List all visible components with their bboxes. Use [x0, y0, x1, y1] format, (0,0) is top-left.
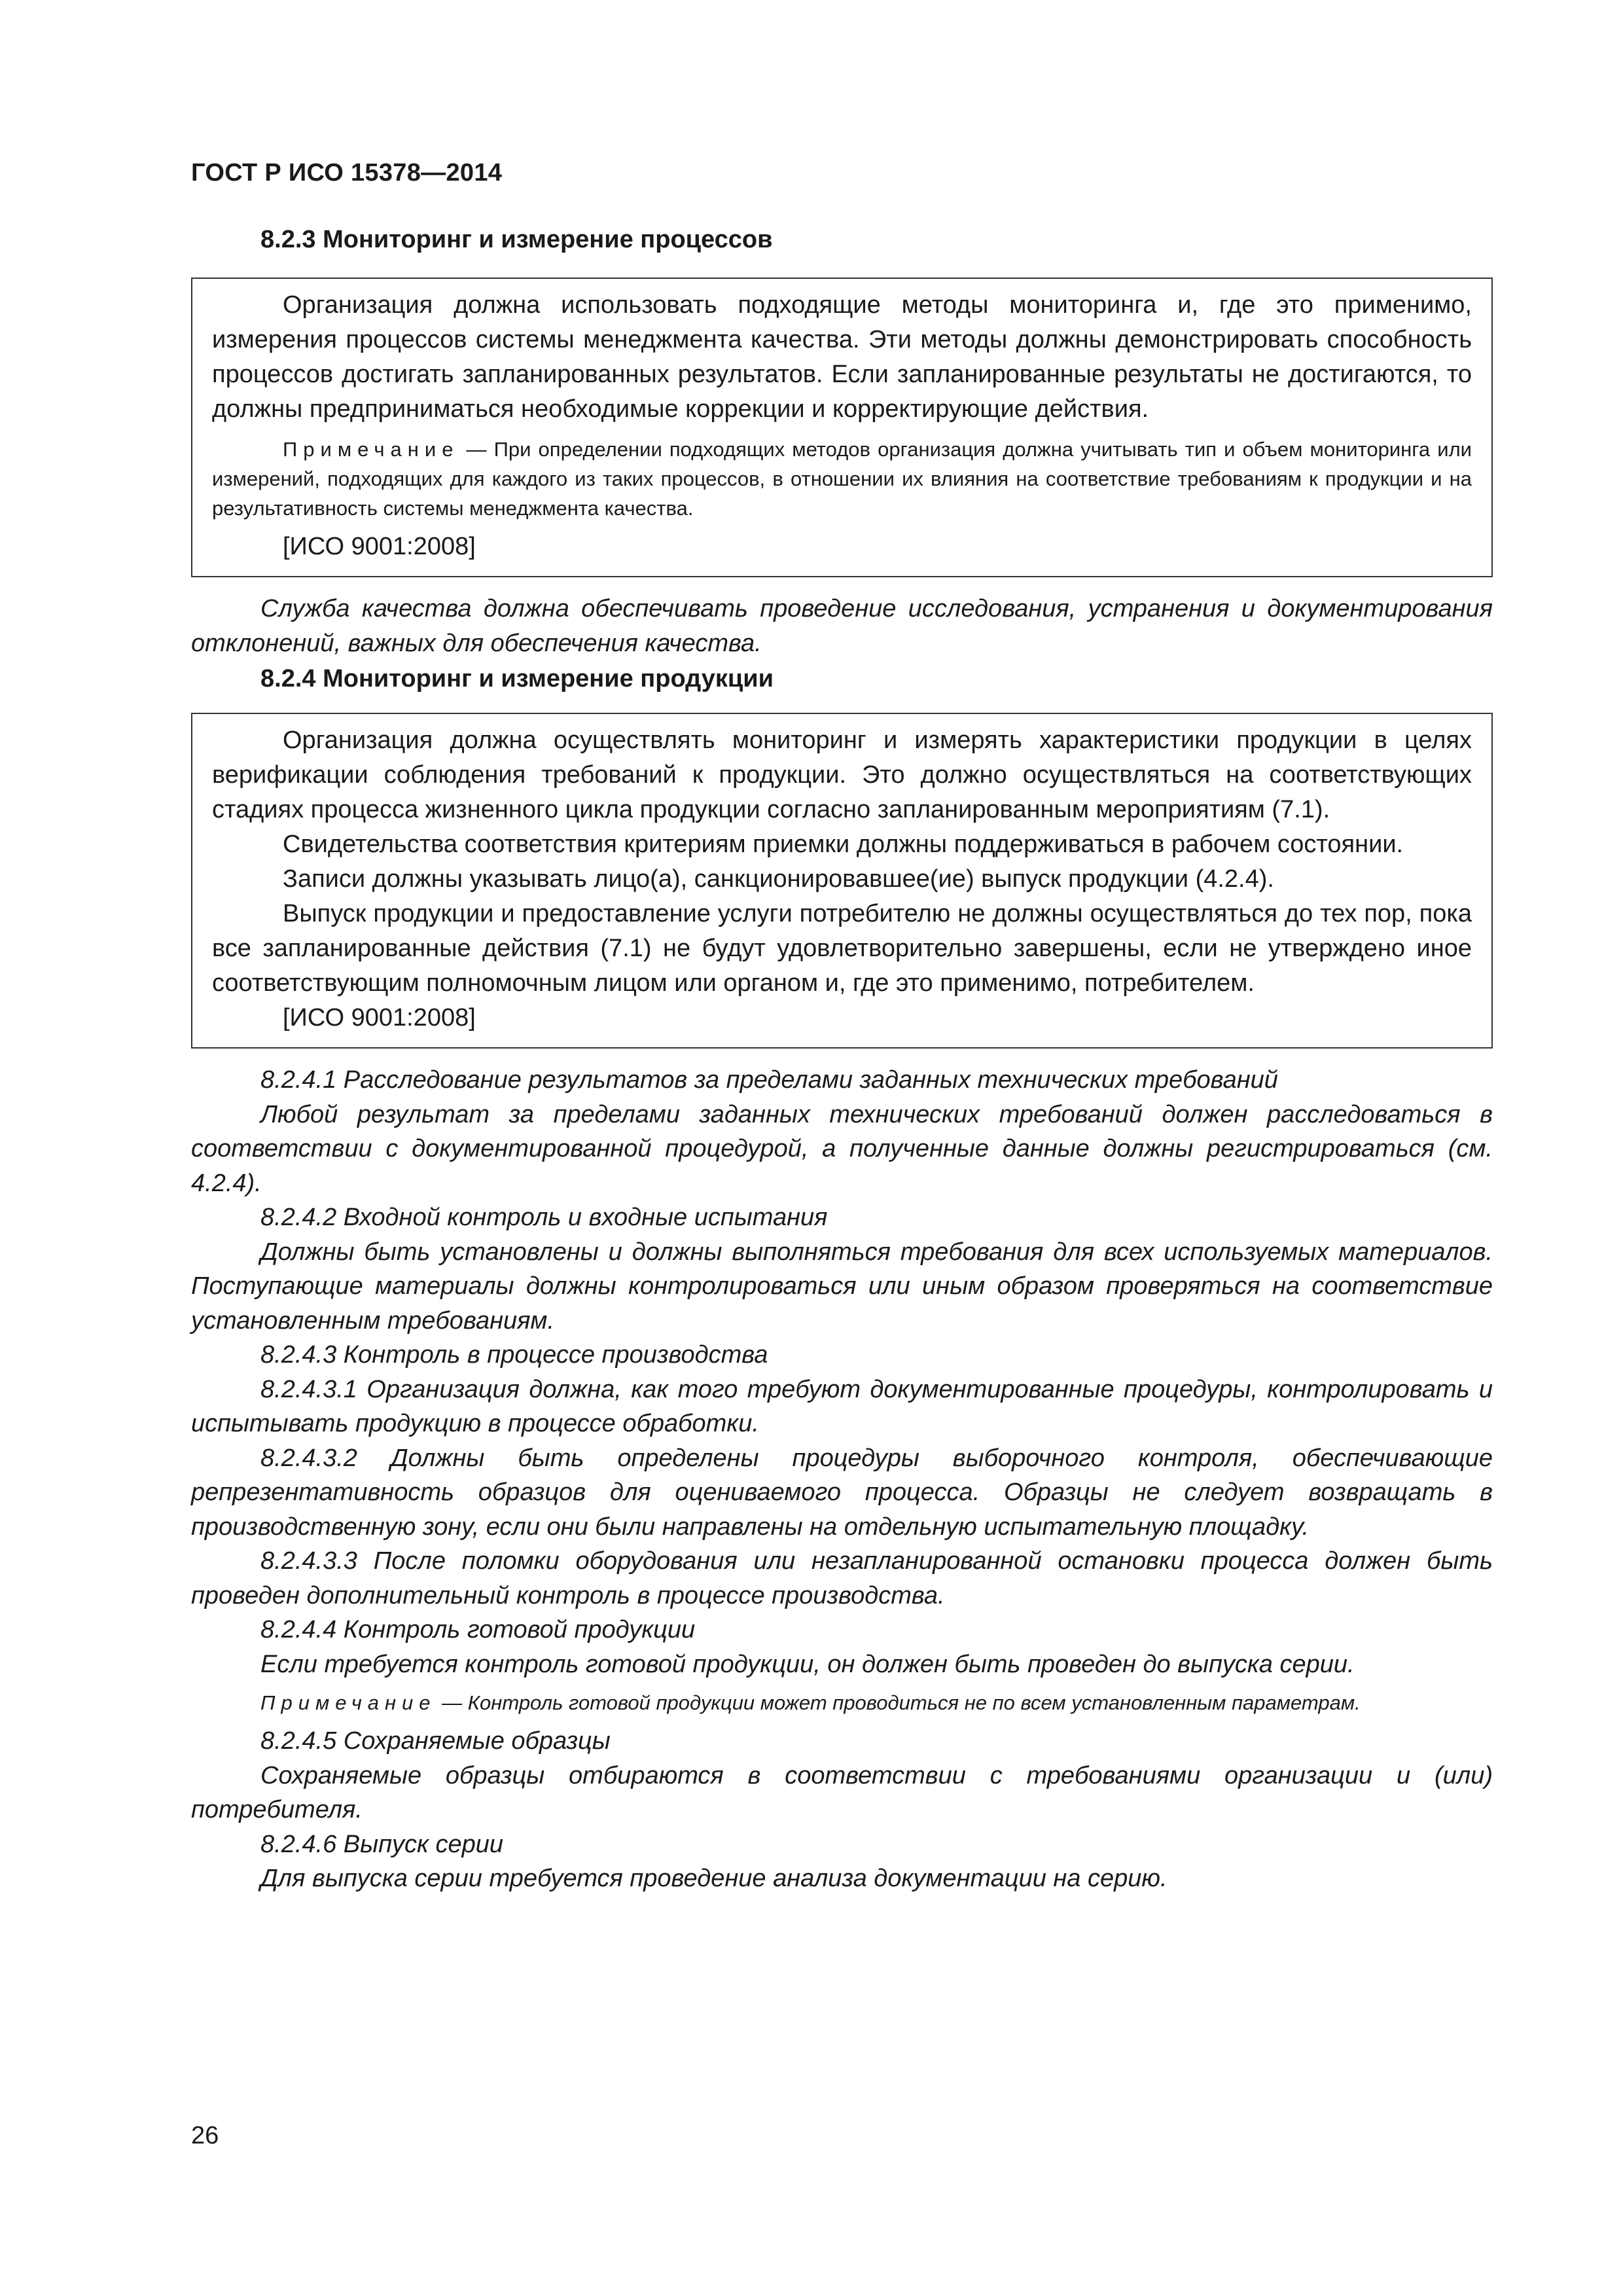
section-heading-8-2-4: 8.2.4 Мониторинг и измерение продукции [260, 665, 774, 692]
box-paragraph: Организация должна использовать подходящие методы мониторинга и, где это применимо, измерения процессов системы менеджмента качества. Эти методы должны демонстрировать способность процессов достигать запланированных результатов. Если запланированные результаты не достигаются, то должны предприниматься необходимые коррекции и корректирующие действия. [212, 291, 1472, 423]
quoted-requirement-box-8-2-4 [191, 713, 1493, 1049]
subsection-text-8-2-4-3-1: 8.2.4.3.1 Организация должна, как того требуют документированные процедуры, контролировать и испытывать продукцию в процессе обработки. [191, 1375, 1493, 1437]
subsection-text-8-2-4-5: Сохраняемые образцы отбираются в соответствии с требованиями организации и (или) потребителя. [191, 1761, 1493, 1823]
note-paragraph [212, 435, 1472, 523]
subsection-title-8-2-4-3: 8.2.4.3 Контроль в процессе производства [260, 1341, 768, 1369]
box-paragraph: Организация должна осуществлять мониторинг и измерять характеристики продукции в целях верификации соблюдения требований к продукции. Это должно осуществляться на соответствующих стадиях процесса жизненного цикла продукции согласно запланированным мероприятиям (7.1). [212, 726, 1472, 823]
subsection-text-8-2-4-2: Должны быть установлены и должны выполняться требования для всех используемых материалов. Поступающие материалы должны контролироваться или иным образом проверяться на соответствие установленным требованиям. [191, 1238, 1493, 1335]
subsection-title-8-2-4-5: 8.2.4.5 Сохраняемые образцы [260, 1727, 611, 1755]
note-text: — Контроль готовой продукции может проводиться не по всем установленным параметрам. [442, 1691, 1361, 1714]
subsection-text-8-2-4-3-3: 8.2.4.3.3 После поломки оборудования или незапланированной остановки процесса должен быть проведен дополнительный контроль в процессе производства. [191, 1547, 1493, 1609]
note-label: Примечание [260, 1691, 437, 1714]
italic-paragraph: Служба качества должна обеспечивать проведение исследования, устранения и документирования отклонений, важных для обеспечения качества. [191, 595, 1493, 657]
subsection-text-8-2-4-6: Для выпуска серии требуется проведение анализа документации на серию. [260, 1865, 1168, 1892]
subsection-title-8-2-4-4: 8.2.4.4 Контроль готовой продукции [260, 1616, 696, 1643]
note-paragraph [191, 1688, 1493, 1717]
page-content [191, 223, 1493, 1896]
document-header: ГОСТ Р ИСО 15378—2014 [191, 159, 503, 187]
note-text: — При определении подходящих методов организация должна учитывать тип и объем мониторинга или измерений, подходящих для каждого из таких процессов, в отношении их влияния на соответствие требованиям к продукции и на результативность системы менеджмента качества. [212, 438, 1472, 520]
subsection-text-8-2-4-1: Любой результат за пределами заданных технических требований должен расследоваться в соответствии с документированной процедурой, а полученные данные должны регистрироваться (см. 4.2.4). [191, 1100, 1493, 1197]
quoted-requirement-box-8-2-3 [191, 278, 1493, 577]
citation: [ИСО 9001:2008] [283, 533, 476, 560]
page-number: 26 [191, 2122, 219, 2149]
subsection-text-8-2-4-4: Если требуется контроль готовой продукции, он должен быть проведен до выпуска серии. [260, 1650, 1355, 1678]
subsection-title-8-2-4-2: 8.2.4.2 Входной контроль и входные испытания [260, 1204, 828, 1231]
subsection-text-8-2-4-3-2: 8.2.4.3.2 Должны быть определены процедуры выборочного контроля, обеспечивающие репрезентативность образцов для оцениваемого процесса. Образцы не следует возвращать в производственную зону, если они были направлены на отдельную испытательную площадку. [191, 1444, 1493, 1541]
box-paragraph: Выпуск продукции и предоставление услуги потребителю не должны осуществляться до тех пор, пока все запланированные действия (7.1) не будут удовлетворительно завершены, если не утверждено иное соответствующим полномочным лицом или органом и, где это применимо, потребителем. [212, 900, 1472, 997]
box-paragraph: Свидетельства соответствия критериям приемки должны поддерживаться в рабочем состоянии. [283, 831, 1404, 858]
note-label: Примечание [283, 438, 459, 461]
citation: [ИСО 9001:2008] [283, 1004, 476, 1031]
subsection-title-8-2-4-6: 8.2.4.6 Выпуск серии [260, 1830, 504, 1858]
subsection-title-8-2-4-1: 8.2.4.1 Расследование результатов за пределами заданных технических требований [260, 1066, 1278, 1094]
box-paragraph: Записи должны указывать лицо(а), санкционировавшее(ие) выпуск продукции (4.2.4). [283, 865, 1274, 893]
section-heading-8-2-3: 8.2.3 Мониторинг и измерение процессов [260, 226, 773, 253]
